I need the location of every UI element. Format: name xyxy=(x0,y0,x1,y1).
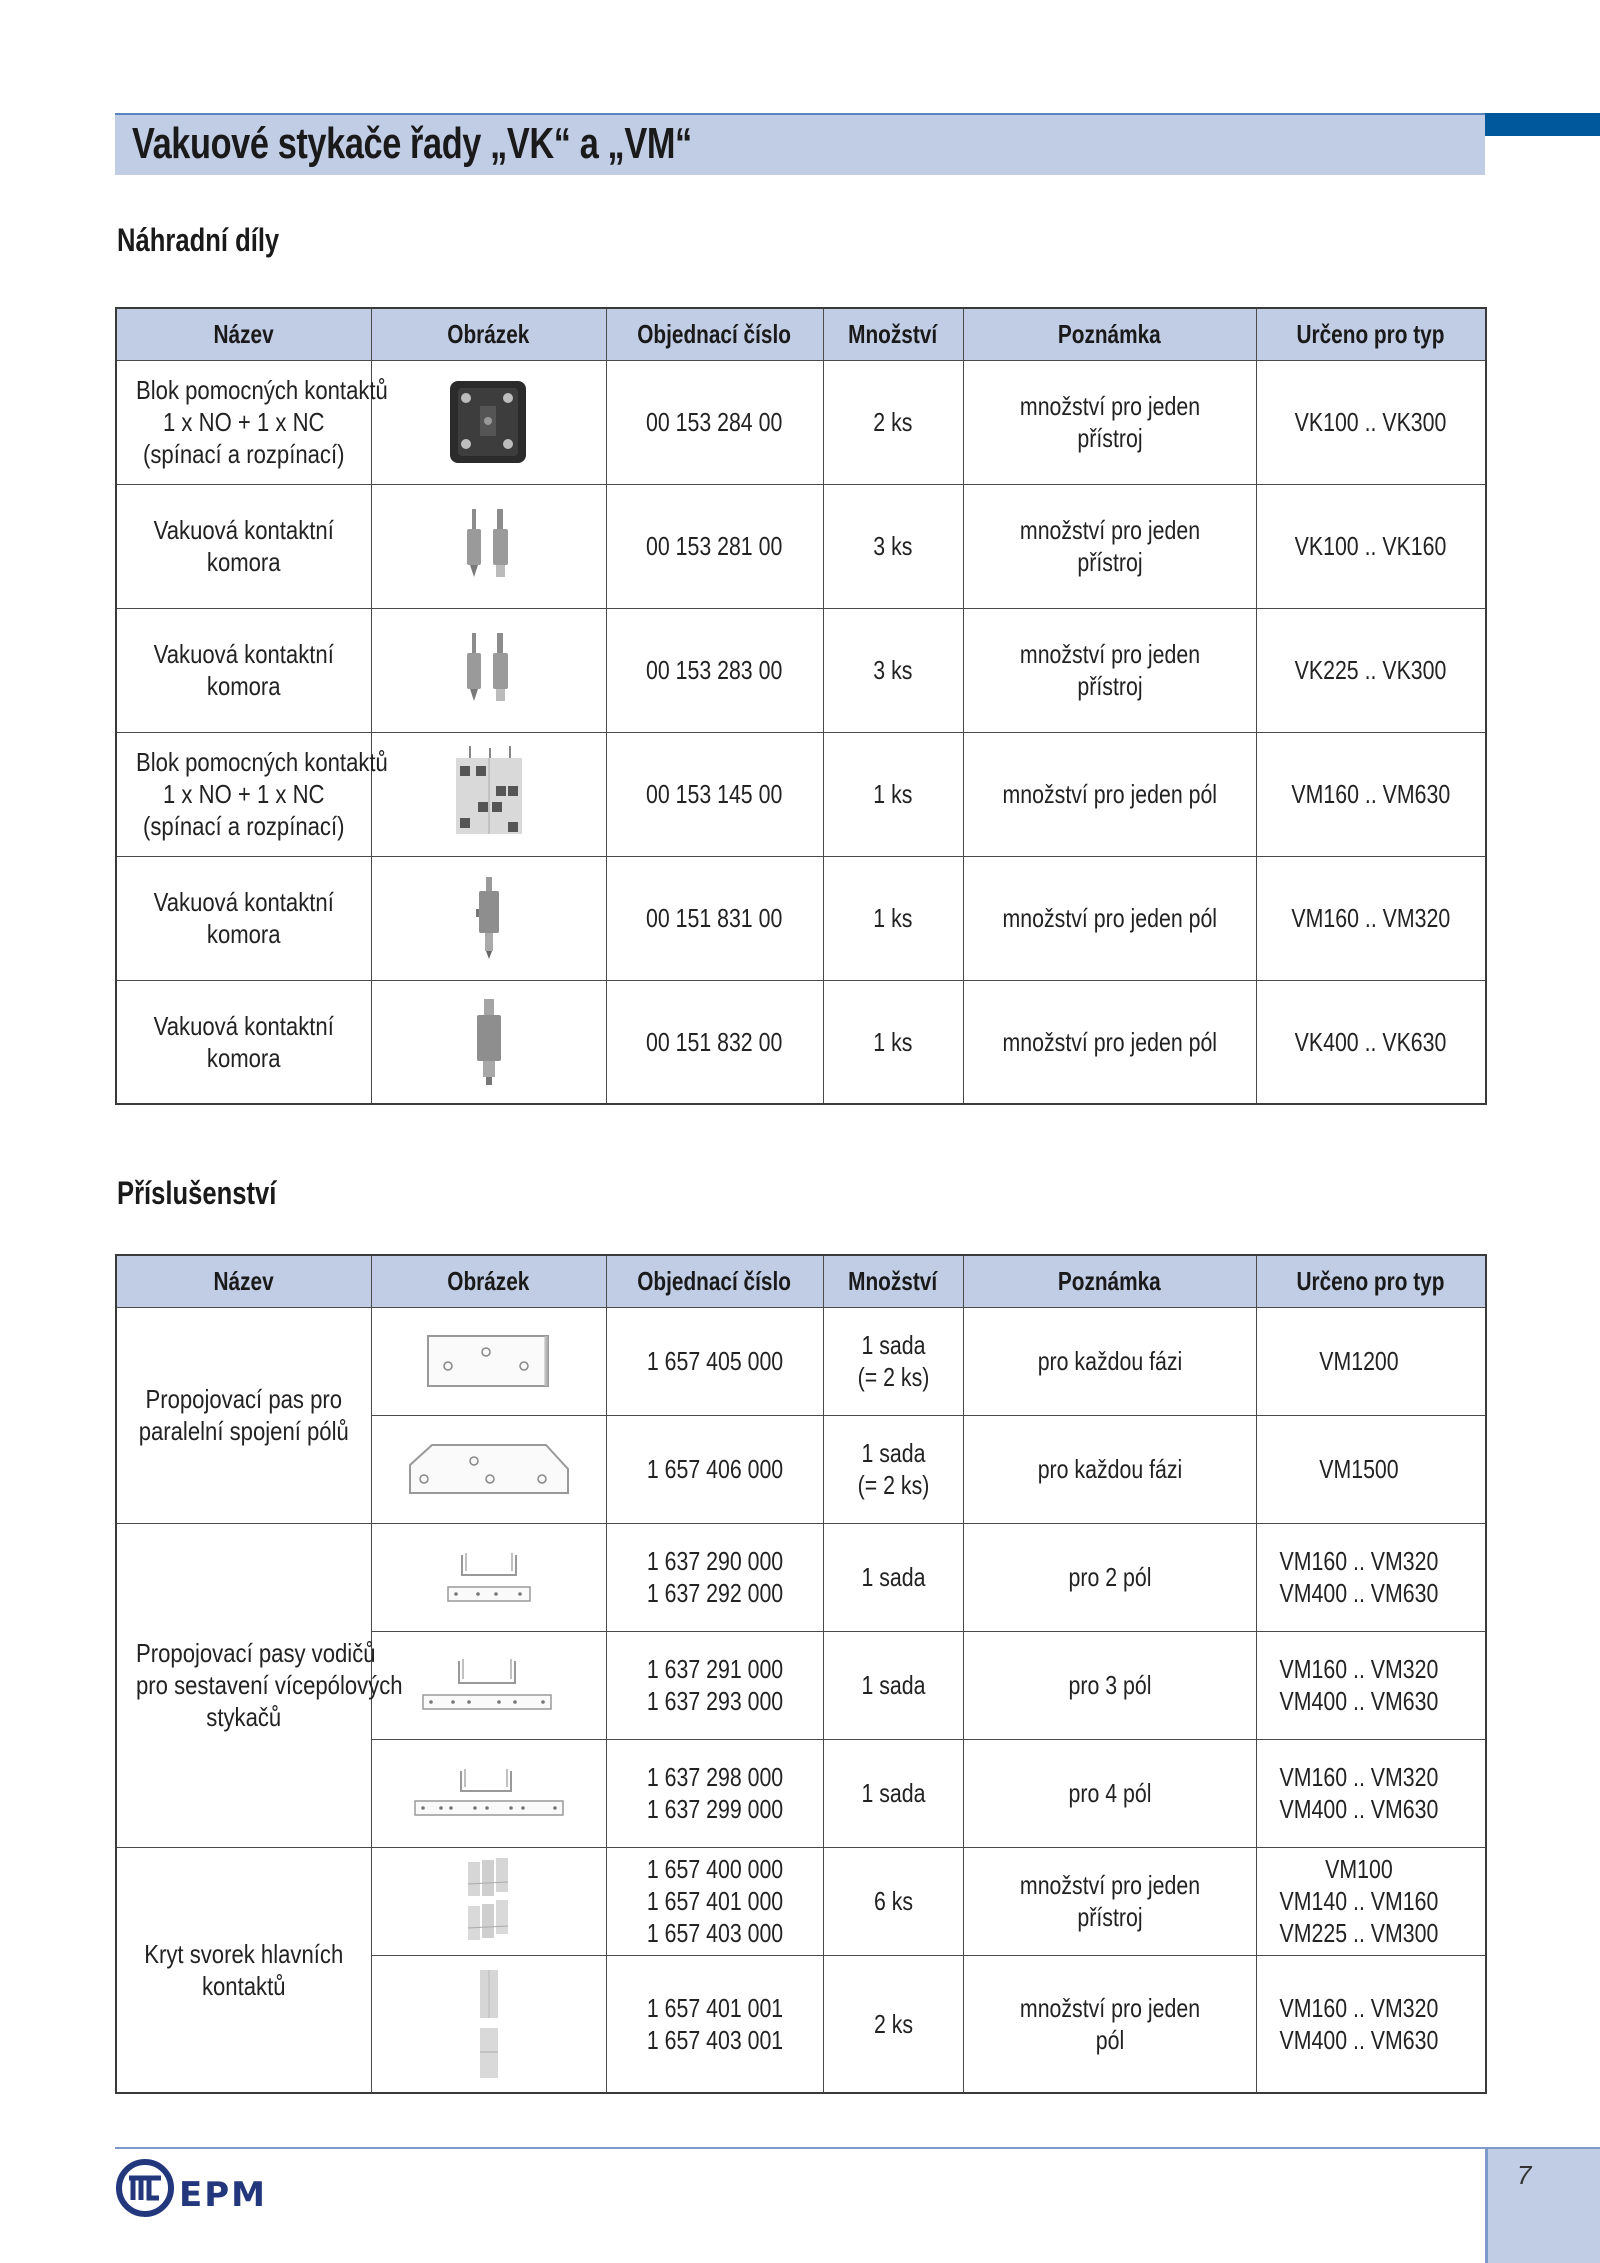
bridge-bar-2-pole-image xyxy=(444,1549,534,1605)
part-image-cell xyxy=(371,980,606,1104)
accessory-image-cell xyxy=(371,1415,606,1523)
part-name: Vakuová kontaktní komora xyxy=(116,856,371,980)
quantity: 1 sada (= 2 ks) xyxy=(823,1415,963,1523)
column-header-order-number: Objednací číslo xyxy=(606,308,823,360)
accessory-image-cell xyxy=(371,1523,606,1631)
order-number: 00 153 145 00 xyxy=(606,732,823,856)
quantity: 1 sada xyxy=(823,1631,963,1739)
column-header-name: Název xyxy=(116,308,371,360)
quantity: 6 ks xyxy=(823,1847,963,1955)
column-header-image: Obrázek xyxy=(371,308,606,360)
column-header-type: Určeno pro typ xyxy=(1256,308,1486,360)
note: pro každou fázi xyxy=(963,1415,1256,1523)
section-heading-accessories: Příslušenství xyxy=(117,1175,277,1211)
device-type: VK100 .. VK300 xyxy=(1256,360,1486,484)
vacuum-chamber-pair-image xyxy=(459,507,519,585)
quantity: 1 sada xyxy=(823,1523,963,1631)
auxiliary-contact-block-dark-image xyxy=(446,378,532,466)
column-header-type: Určeno pro typ xyxy=(1256,1255,1486,1307)
order-number: 00 151 832 00 xyxy=(606,980,823,1104)
accessory-image-cell xyxy=(371,1631,606,1739)
table-header-row xyxy=(116,1255,1486,1307)
accessory-name: Propojovací pasy vodičů pro sestavení vícepólových stykačů xyxy=(116,1523,371,1847)
device-type: VM1200 xyxy=(1256,1307,1486,1415)
table-header-row xyxy=(116,308,1486,360)
order-number: 1 637 298 000 1 637 299 000 xyxy=(606,1739,823,1847)
note: množství pro jeden přístroj xyxy=(963,608,1256,732)
table-row xyxy=(116,608,1486,732)
column-header-order-number: Objednací číslo xyxy=(606,1255,823,1307)
spare-parts-table xyxy=(115,307,1487,1105)
device-type: VM160 .. VM630 xyxy=(1256,732,1486,856)
quantity: 3 ks xyxy=(823,608,963,732)
device-type: VK225 .. VK300 xyxy=(1256,608,1486,732)
part-name: Vakuová kontaktní komora xyxy=(116,980,371,1104)
terminal-cover-single-image xyxy=(474,1968,504,2080)
column-header-note: Poznámka xyxy=(963,308,1256,360)
note: množství pro jeden pól xyxy=(963,1955,1256,2093)
vacuum-chamber-pair-image xyxy=(459,631,519,709)
quantity: 2 ks xyxy=(823,1955,963,2093)
quantity: 2 ks xyxy=(823,360,963,484)
order-number: 00 151 831 00 xyxy=(606,856,823,980)
note: množství pro jeden přístroj xyxy=(963,1847,1256,1955)
accessory-image-cell xyxy=(371,1307,606,1415)
device-type: VM1500 xyxy=(1256,1415,1486,1523)
order-number: 00 153 281 00 xyxy=(606,484,823,608)
device-type: VM160 .. VM320 VM400 .. VM630 xyxy=(1256,1631,1486,1739)
order-number: 1 657 405 000 xyxy=(606,1307,823,1415)
page-number-box xyxy=(1485,2147,1600,2263)
table-row xyxy=(116,856,1486,980)
bridge-bar-4-pole-image xyxy=(411,1765,567,1821)
table-row xyxy=(116,1523,1486,1631)
table-row xyxy=(116,732,1486,856)
order-number: 1 657 401 001 1 657 403 001 xyxy=(606,1955,823,2093)
vacuum-chamber-single-large-image xyxy=(469,997,509,1087)
device-type: VM160 .. VM320 xyxy=(1256,856,1486,980)
order-number: 1 637 291 000 1 637 293 000 xyxy=(606,1631,823,1739)
quantity: 1 sada xyxy=(823,1739,963,1847)
note: pro 2 pól xyxy=(963,1523,1256,1631)
column-header-note: Poznámka xyxy=(963,1255,1256,1307)
note: množství pro jeden pól xyxy=(963,856,1256,980)
quantity: 1 sada (= 2 ks) xyxy=(823,1307,963,1415)
logo-text: EPM xyxy=(179,2174,267,2215)
quantity: 3 ks xyxy=(823,484,963,608)
table-row xyxy=(116,1307,1486,1415)
part-name: Blok pomocných kontaktů 1 x NO + 1 x NC (spínací a rozpínací) xyxy=(116,732,371,856)
device-type: VK400 .. VK630 xyxy=(1256,980,1486,1104)
column-header-quantity: Množství xyxy=(823,1255,963,1307)
accessory-image-cell xyxy=(371,1739,606,1847)
device-type: VM160 .. VM320 VM400 .. VM630 xyxy=(1256,1739,1486,1847)
part-name: Vakuová kontaktní komora xyxy=(116,484,371,608)
epm-logo-icon xyxy=(115,2158,175,2218)
footer-rule xyxy=(115,2147,1485,2149)
part-image-cell xyxy=(371,360,606,484)
table-row xyxy=(116,360,1486,484)
note: pro 4 pól xyxy=(963,1739,1256,1847)
title-accent-bar xyxy=(1485,113,1600,136)
page-title: Vakuové stykače řady „VK“ a „VM“ xyxy=(132,119,692,168)
quantity: 1 ks xyxy=(823,856,963,980)
column-header-quantity: Množství xyxy=(823,308,963,360)
accessory-name: Kryt svorek hlavních kontaktů xyxy=(116,1847,371,2093)
accessory-name: Propojovací pas pro paralelní spojení pólů xyxy=(116,1307,371,1523)
note: množství pro jeden přístroj xyxy=(963,360,1256,484)
accessory-image-cell xyxy=(371,1847,606,1955)
trapezoid-bus-plate-image xyxy=(406,1441,572,1497)
note: množství pro jeden pól xyxy=(963,732,1256,856)
note: množství pro jeden pól xyxy=(963,980,1256,1104)
column-header-image: Obrázek xyxy=(371,1255,606,1307)
part-image-cell xyxy=(371,484,606,608)
order-number: 1 657 406 000 xyxy=(606,1415,823,1523)
note: pro každou fázi xyxy=(963,1307,1256,1415)
column-header-name: Název xyxy=(116,1255,371,1307)
device-type: VK100 .. VK160 xyxy=(1256,484,1486,608)
accessory-image-cell xyxy=(371,1955,606,2093)
device-type: VM160 .. VM320 VM400 .. VM630 xyxy=(1256,1955,1486,2093)
order-number: 00 153 283 00 xyxy=(606,608,823,732)
part-name: Blok pomocných kontaktů 1 x NO + 1 x NC (spínací a rozpínací) xyxy=(116,360,371,484)
order-number: 1 657 400 000 1 657 401 000 1 657 403 000 xyxy=(606,1847,823,1955)
device-type: VM160 .. VM320 VM400 .. VM630 xyxy=(1256,1523,1486,1631)
device-type: VM100 VM140 .. VM160 VM225 .. VM300 xyxy=(1256,1847,1486,1955)
part-image-cell xyxy=(371,856,606,980)
note: množství pro jeden přístroj xyxy=(963,484,1256,608)
rectangular-bus-plate-image xyxy=(424,1332,554,1390)
part-image-cell xyxy=(371,732,606,856)
quantity: 1 ks xyxy=(823,980,963,1104)
quantity: 1 ks xyxy=(823,732,963,856)
terminal-cover-set-image xyxy=(464,1856,514,1946)
page-number: 7 xyxy=(1517,2160,1532,2190)
table-row xyxy=(116,1847,1486,1955)
order-number: 00 153 284 00 xyxy=(606,360,823,484)
part-name: Vakuová kontaktní komora xyxy=(116,608,371,732)
part-image-cell xyxy=(371,608,606,732)
table-row xyxy=(116,484,1486,608)
accessories-table xyxy=(115,1254,1487,2094)
company-logo xyxy=(115,2155,267,2220)
order-number: 1 637 290 000 1 637 292 000 xyxy=(606,1523,823,1631)
note: pro 3 pól xyxy=(963,1631,1256,1739)
vacuum-chamber-single-image xyxy=(471,875,507,961)
bridge-bar-3-pole-image xyxy=(419,1655,559,1715)
section-heading-spare-parts: Náhradní díly xyxy=(117,222,280,258)
table-row xyxy=(116,980,1486,1104)
auxiliary-contact-block-light-image xyxy=(448,744,530,844)
